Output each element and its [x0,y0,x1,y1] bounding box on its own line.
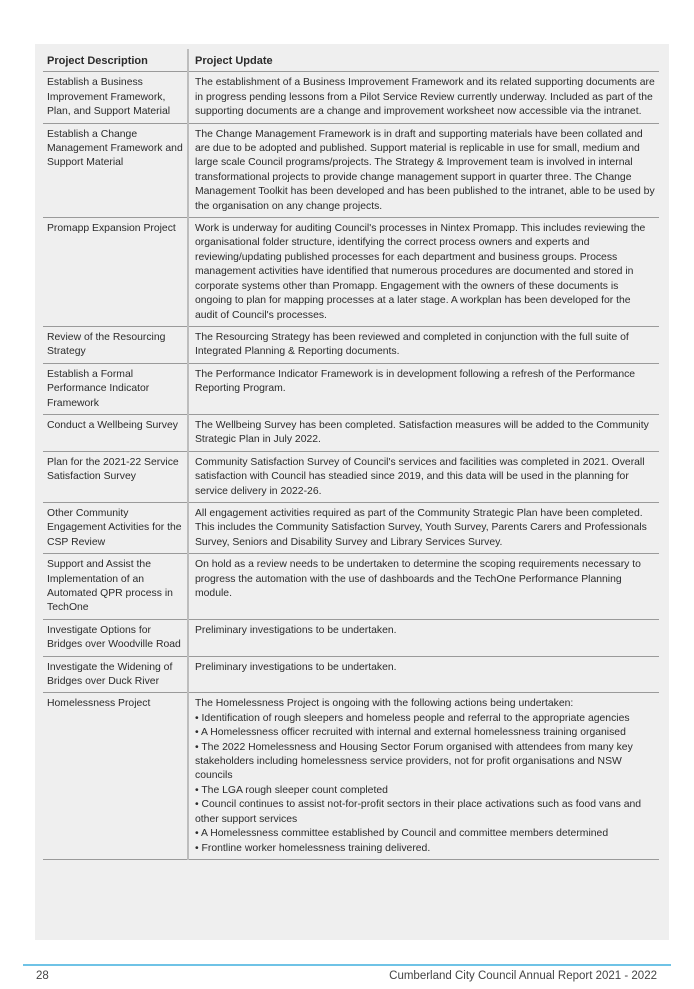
header-project-description: Project Description [43,49,188,72]
project-description: Review of the Resourcing Strategy [43,326,188,363]
homelessness-bullet: • A Homelessness committee established by Council and committee members determined [195,828,609,840]
project-description: Promapp Expansion Project [43,218,188,327]
table-row [43,363,659,414]
report-title: Cumberland City Council Annual Report 2021 - 2022 [389,970,657,982]
homelessness-bullet: • Council continues to assist not-for-profit sectors in their place activations such as food vans and other support services [195,799,642,825]
table-row [43,451,659,502]
footer-rule [23,964,671,966]
table-header-row [43,49,659,72]
table-row-homelessness [43,693,659,859]
table-row [43,656,659,693]
homelessness-bullet: • The LGA rough sleeper count completed [195,784,388,796]
project-table [43,49,659,860]
header-project-update: Project Update [188,49,659,72]
homelessness-bullet: • Identification of rough sleepers and homeless people and referral to the appropriate agencies [195,712,630,724]
project-update: All engagement activities required as part of the Community Strategic Plan have been completed. This includes the Community Satisfaction Survey, Youth Survey, Parents Carers and Professionals Survey, Seniors and Disability Survey and Library Services Survey. [188,502,659,553]
project-update: Community Satisfaction Survey of Council's services and facilities was completed in 2021. Overall satisfaction with Council has steadied since 2019, and this data will be used in the planning for service delivery in 2022-26. [188,451,659,502]
project-update: The establishment of a Business Improvement Framework and its related supporting documents are in progress pending lessons from a Pilot Service Review currently underway. Included as part of the supporting documents are a change and improvement worksheet now accessible via the intranet. [188,72,659,123]
homelessness-bullet: • The 2022 Homelessness and Housing Sector Forum organised with attendees from many key stakeholders including homelessness service providers, not for profit organisations and NSW councils [195,741,633,782]
project-update: The Wellbeing Survey has been completed. Satisfaction measures will be added to the Community Strategic Plan in July 2022. [188,414,659,451]
homelessness-bullet: • Frontline worker homelessness training delivered. [195,842,431,854]
project-description: Investigate Options for Bridges over Woodville Road [43,619,188,656]
project-description: Conduct a Wellbeing Survey [43,414,188,451]
project-update: Preliminary investigations to be undertaken. [188,656,659,693]
table-row [43,123,659,217]
table-row [43,502,659,553]
project-update: The Resourcing Strategy has been reviewed and completed in conjunction with the full suite of Integrated Planning & Reporting documents. [188,326,659,363]
table-row [43,414,659,451]
project-description: Support and Assist the Implementation of an Automated QPR process in TechOne [43,554,188,620]
project-update-homelessness [188,693,659,859]
table-row [43,326,659,363]
table-row [43,72,659,123]
project-description: Establish a Business Improvement Framework, Plan, and Support Material [43,72,188,123]
project-description: Plan for the 2021-22 Service Satisfaction Survey [43,451,188,502]
project-update: On hold as a review needs to be undertaken to determine the scoping requirements necessary to progress the automation with the use of dashboards and the TechOne Performance Planning module. [188,554,659,620]
project-update: Preliminary investigations to be undertaken. [188,619,659,656]
page-number: 28 [36,970,49,982]
project-description: Investigate the Widening of Bridges over Duck River [43,656,188,693]
homelessness-bullet: • A Homelessness officer recruited with internal and external homelessness training organised [195,727,626,739]
table-row [43,218,659,327]
project-description: Establish a Change Management Framework and Support Material [43,123,188,217]
table-row [43,554,659,620]
project-update: The Performance Indicator Framework is in development following a refresh of the Performance Reporting Program. [188,363,659,414]
project-description: Homelessness Project [43,693,188,859]
table-row [43,619,659,656]
project-update: The Change Management Framework is in draft and supporting materials have been collated and are due to be adopted and published. Support material is replicable in use for small, medium and large scale Council programs/projects. The Strategy & Improvement team is involved in internal transformational projects to provide change management support in quarter three. The Change Management Toolkit has been developed and has been published to the intranet, able to be used by the organisation on any change projects. [188,123,659,217]
project-description: Establish a Formal Performance Indicator Framework [43,363,188,414]
project-description: Other Community Engagement Activities for the CSP Review [43,502,188,553]
homelessness-intro: The Homelessness Project is ongoing with the following actions being undertaken: [195,698,574,710]
project-update: Work is underway for auditing Council's processes in Nintex Promapp. This includes reviewing the organisational folder structure, identifying the correct process owners and experts and reviewing/updating published processes for each department and business groups. Process management activities have identified that numerous procedures are documented and stored in corporate systems other than Promapp. Engagement with the owners of these documents is ongoing to plan for mapping processes at a later stage. A workplan has been developed for the audit of Council's processes. [188,218,659,327]
